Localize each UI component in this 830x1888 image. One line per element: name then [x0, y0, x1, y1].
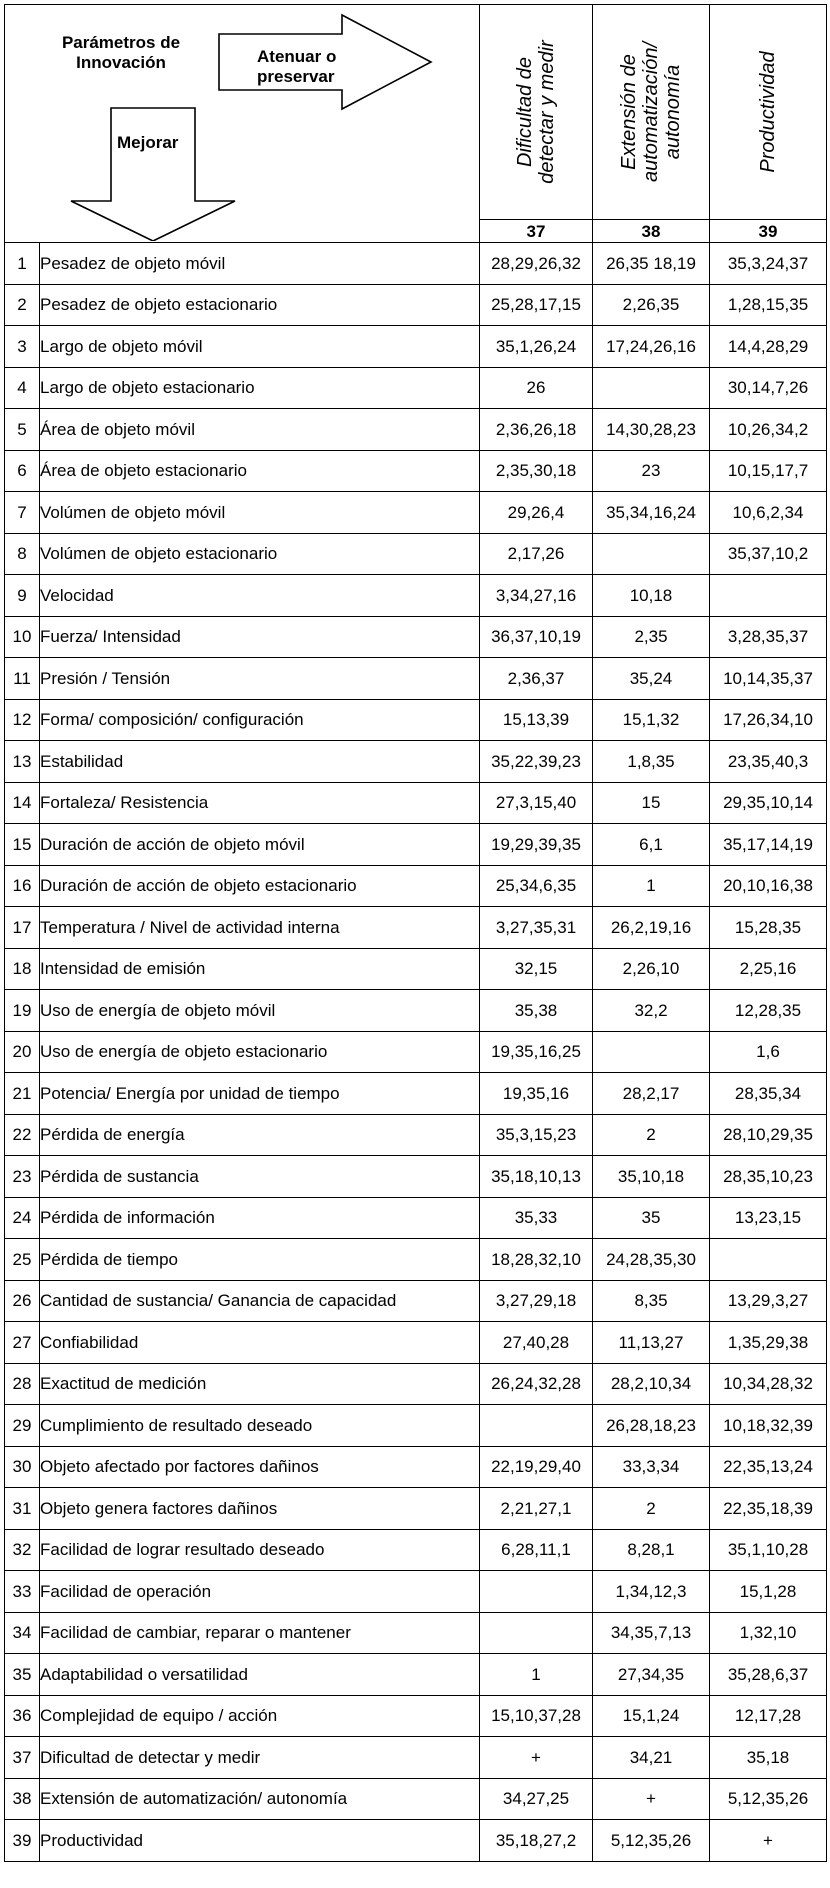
row-number: 28 [5, 1363, 40, 1405]
row-number: 6 [5, 450, 40, 492]
parameter-name: Adaptabilidad o versatilidad [40, 1654, 480, 1696]
row-number: 7 [5, 492, 40, 534]
value-col-37: 6,28,11,1 [480, 1529, 593, 1571]
value-col-37: 2,17,26 [480, 533, 593, 575]
value-col-39: 3,28,35,37 [710, 616, 827, 658]
parameter-name: Objeto genera factores dañinos [40, 1488, 480, 1530]
row-number: 12 [5, 699, 40, 741]
value-col-39: 30,14,7,26 [710, 367, 827, 409]
table-row [5, 492, 827, 534]
value-col-37: 2,35,30,18 [480, 450, 593, 492]
parameter-name: Productividad [40, 1820, 480, 1862]
value-col-37: 32,15 [480, 948, 593, 990]
table-row [5, 284, 827, 326]
value-col-37: 19,29,39,35 [480, 824, 593, 866]
value-col-37: 1 [480, 1654, 593, 1696]
column-number-39: 39 [710, 220, 827, 243]
value-col-38: 28,2,10,34 [593, 1363, 710, 1405]
row-number: 38 [5, 1778, 40, 1820]
value-col-37: 19,35,16,25 [480, 1031, 593, 1073]
value-col-39: 1,6 [710, 1031, 827, 1073]
atenuar-label [257, 47, 336, 86]
parameter-name: Confiabilidad [40, 1322, 480, 1364]
parameter-name: Exactitud de medición [40, 1363, 480, 1405]
value-col-39: 10,14,35,37 [710, 658, 827, 700]
value-col-37: 3,34,27,16 [480, 575, 593, 617]
parameter-name: Extensión de automatización/ autonomía [40, 1778, 480, 1820]
value-col-38: 2 [593, 1114, 710, 1156]
table-row [5, 824, 827, 866]
value-col-38: + [593, 1778, 710, 1820]
value-col-38: 1,34,12,3 [593, 1571, 710, 1613]
row-number: 30 [5, 1446, 40, 1488]
corner-title-line2: Innovación [76, 52, 166, 72]
value-col-39: 28,35,10,23 [710, 1156, 827, 1198]
value-col-39: 1,35,29,38 [710, 1322, 827, 1364]
value-col-37: 35,22,39,23 [480, 741, 593, 783]
value-col-38: 35,34,16,24 [593, 492, 710, 534]
table-row [5, 1695, 827, 1737]
table-row [5, 1529, 827, 1571]
value-col-39: + [710, 1820, 827, 1862]
value-col-39: 35,3,24,37 [710, 243, 827, 285]
table-row [5, 699, 827, 741]
value-col-37: 35,3,15,23 [480, 1114, 593, 1156]
row-number: 18 [5, 948, 40, 990]
contradiction-matrix-sheet [4, 4, 826, 1884]
value-col-38: 35 [593, 1197, 710, 1239]
value-col-37: 2,36,26,18 [480, 409, 593, 451]
value-col-39: 29,35,10,14 [710, 782, 827, 824]
table-row [5, 1073, 827, 1115]
row-number: 5 [5, 409, 40, 451]
column-header-37-label [514, 40, 558, 183]
row-number: 1 [5, 243, 40, 285]
value-col-38: 23 [593, 450, 710, 492]
table-row [5, 575, 827, 617]
value-col-39 [710, 1239, 827, 1281]
table-row [5, 1239, 827, 1281]
value-col-39 [710, 575, 827, 617]
row-number: 4 [5, 367, 40, 409]
parameter-name: Dificultad de detectar y medir [40, 1737, 480, 1779]
parameter-name: Cantidad de sustancia/ Ganancia de capacidad [40, 1280, 480, 1322]
parameter-name: Facilidad de cambiar, reparar o mantener [40, 1612, 480, 1654]
value-col-37: 3,27,29,18 [480, 1280, 593, 1322]
column-header-39-line1: Productividad [757, 51, 779, 173]
value-col-39: 35,1,10,28 [710, 1529, 827, 1571]
row-number: 37 [5, 1737, 40, 1779]
value-col-38 [593, 367, 710, 409]
value-col-39: 10,18,32,39 [710, 1405, 827, 1447]
column-header-39-label [757, 51, 779, 172]
value-col-39: 35,28,6,37 [710, 1654, 827, 1696]
parameter-name: Pérdida de sustancia [40, 1156, 480, 1198]
value-col-39: 35,18 [710, 1737, 827, 1779]
row-number: 33 [5, 1571, 40, 1613]
parameter-name: Intensidad de emisión [40, 948, 480, 990]
row-number: 31 [5, 1488, 40, 1530]
row-number: 11 [5, 658, 40, 700]
value-col-37: 36,37,10,19 [480, 616, 593, 658]
parameter-name: Temperatura / Nivel de actividad interna [40, 907, 480, 949]
row-number: 23 [5, 1156, 40, 1198]
column-header-37-line1: Dificultad de [514, 56, 536, 168]
value-col-37: 2,36,37 [480, 658, 593, 700]
parameter-name: Pérdida de energía [40, 1114, 480, 1156]
table-row [5, 409, 827, 451]
table-row [5, 1114, 827, 1156]
value-col-38: 26,35 18,19 [593, 243, 710, 285]
value-col-37 [480, 1571, 593, 1613]
corner-title [41, 33, 201, 72]
value-col-39: 22,35,18,39 [710, 1488, 827, 1530]
value-col-39: 10,15,17,7 [710, 450, 827, 492]
row-number: 8 [5, 533, 40, 575]
value-col-37: 18,28,32,10 [480, 1239, 593, 1281]
value-col-39: 35,17,14,19 [710, 824, 827, 866]
value-col-37: 35,1,26,24 [480, 326, 593, 368]
row-number: 14 [5, 782, 40, 824]
row-number: 35 [5, 1654, 40, 1696]
atenuar-line1: Atenuar o [257, 47, 337, 66]
value-col-39: 14,4,28,29 [710, 326, 827, 368]
value-col-38 [593, 533, 710, 575]
value-col-38: 27,34,35 [593, 1654, 710, 1696]
table-row [5, 907, 827, 949]
parameter-name: Facilidad de operación [40, 1571, 480, 1613]
value-col-38: 28,2,17 [593, 1073, 710, 1115]
table-row [5, 782, 827, 824]
value-col-37: 22,19,29,40 [480, 1446, 593, 1488]
parameter-name: Objeto afectado por factores dañinos [40, 1446, 480, 1488]
value-col-39: 10,34,28,32 [710, 1363, 827, 1405]
corner-cell [5, 5, 480, 243]
value-col-38 [593, 1031, 710, 1073]
value-col-38: 32,2 [593, 990, 710, 1032]
row-number: 3 [5, 326, 40, 368]
value-col-38: 34,35,7,13 [593, 1612, 710, 1654]
column-header-37-line2: detectar y medir [536, 40, 558, 184]
parameter-name: Uso de energía de objeto estacionario [40, 1031, 480, 1073]
parameter-name: Uso de energía de objeto móvil [40, 990, 480, 1032]
row-number: 20 [5, 1031, 40, 1073]
value-col-39: 13,29,3,27 [710, 1280, 827, 1322]
table-row [5, 658, 827, 700]
value-col-37: 3,27,35,31 [480, 907, 593, 949]
value-col-37: 2,21,27,1 [480, 1488, 593, 1530]
column-header-38-line3: autonomía [662, 64, 684, 160]
value-col-38: 1,8,35 [593, 741, 710, 783]
table-row [5, 243, 827, 285]
value-col-37: 27,40,28 [480, 1322, 593, 1364]
row-number: 10 [5, 616, 40, 658]
header-row [5, 5, 827, 220]
parameter-name: Fuerza/ Intensidad [40, 616, 480, 658]
value-col-39: 20,10,16,38 [710, 865, 827, 907]
table-row [5, 1654, 827, 1696]
value-col-38: 6,1 [593, 824, 710, 866]
table-row [5, 1156, 827, 1198]
row-number: 21 [5, 1073, 40, 1115]
table-row [5, 1363, 827, 1405]
row-number: 15 [5, 824, 40, 866]
row-number: 29 [5, 1405, 40, 1447]
parameter-name: Área de objeto móvil [40, 409, 480, 451]
table-row [5, 450, 827, 492]
table-row [5, 1446, 827, 1488]
column-header-38 [593, 5, 710, 220]
parameter-name: Pesadez de objeto estacionario [40, 284, 480, 326]
value-col-39: 15,28,35 [710, 907, 827, 949]
value-col-37: 34,27,25 [480, 1778, 593, 1820]
table-row [5, 1820, 827, 1862]
row-number: 17 [5, 907, 40, 949]
table-row [5, 1405, 827, 1447]
table-row [5, 1737, 827, 1779]
value-col-38: 15,1,24 [593, 1695, 710, 1737]
value-col-39: 28,10,29,35 [710, 1114, 827, 1156]
table-row [5, 1197, 827, 1239]
column-header-38-line1: Extensión de [618, 54, 640, 170]
parameter-name: Complejidad de equipo / acción [40, 1695, 480, 1737]
value-col-38: 35,24 [593, 658, 710, 700]
table-row [5, 865, 827, 907]
table-row [5, 1571, 827, 1613]
parameter-name: Duración de acción de objeto móvil [40, 824, 480, 866]
value-col-37: 26 [480, 367, 593, 409]
column-header-39 [710, 5, 827, 220]
value-col-37 [480, 1612, 593, 1654]
value-col-39: 35,37,10,2 [710, 533, 827, 575]
parameter-name: Volúmen de objeto móvil [40, 492, 480, 534]
value-col-38: 2 [593, 1488, 710, 1530]
value-col-38: 11,13,27 [593, 1322, 710, 1364]
row-number: 32 [5, 1529, 40, 1571]
value-col-38: 2,26,35 [593, 284, 710, 326]
parameter-name: Pérdida de información [40, 1197, 480, 1239]
value-col-38: 14,30,28,23 [593, 409, 710, 451]
table-row [5, 1322, 827, 1364]
table-row [5, 1031, 827, 1073]
corner-title-line1: Parámetros de [61, 33, 181, 52]
value-col-38: 35,10,18 [593, 1156, 710, 1198]
row-number: 16 [5, 865, 40, 907]
parameter-name: Cumplimiento de resultado deseado [40, 1405, 480, 1447]
table-row [5, 1280, 827, 1322]
row-number: 34 [5, 1612, 40, 1654]
value-col-39: 28,35,34 [710, 1073, 827, 1115]
value-col-39: 1,32,10 [710, 1612, 827, 1654]
row-number: 25 [5, 1239, 40, 1281]
value-col-37: 29,26,4 [480, 492, 593, 534]
row-number: 27 [5, 1322, 40, 1364]
value-col-37: 28,29,26,32 [480, 243, 593, 285]
value-col-39: 1,28,15,35 [710, 284, 827, 326]
value-col-39: 22,35,13,24 [710, 1446, 827, 1488]
value-col-39: 5,12,35,26 [710, 1778, 827, 1820]
table-row [5, 1612, 827, 1654]
value-col-38: 8,35 [593, 1280, 710, 1322]
value-col-37: 35,38 [480, 990, 593, 1032]
parameter-name: Fortaleza/ Resistencia [40, 782, 480, 824]
parameter-name: Presión / Tensión [40, 658, 480, 700]
value-col-37: 35,18,27,2 [480, 1820, 593, 1862]
value-col-39: 12,17,28 [710, 1695, 827, 1737]
parameter-name: Facilidad de lograr resultado deseado [40, 1529, 480, 1571]
parameter-name: Estabilidad [40, 741, 480, 783]
parameter-name: Volúmen de objeto estacionario [40, 533, 480, 575]
table-row [5, 948, 827, 990]
value-col-38: 26,28,18,23 [593, 1405, 710, 1447]
value-col-37: 35,33 [480, 1197, 593, 1239]
value-col-38: 33,3,34 [593, 1446, 710, 1488]
value-col-39: 15,1,28 [710, 1571, 827, 1613]
row-number: 22 [5, 1114, 40, 1156]
value-col-39: 2,25,16 [710, 948, 827, 990]
value-col-38: 5,12,35,26 [593, 1820, 710, 1862]
value-col-37: + [480, 1737, 593, 1779]
value-col-37: 27,3,15,40 [480, 782, 593, 824]
value-col-38: 8,28,1 [593, 1529, 710, 1571]
parameter-name: Pesadez de objeto móvil [40, 243, 480, 285]
column-header-37 [480, 5, 593, 220]
row-number: 2 [5, 284, 40, 326]
value-col-38: 26,2,19,16 [593, 907, 710, 949]
row-number: 39 [5, 1820, 40, 1862]
value-col-38: 34,21 [593, 1737, 710, 1779]
parameter-name: Velocidad [40, 575, 480, 617]
value-col-37: 15,13,39 [480, 699, 593, 741]
contradiction-matrix-table [4, 4, 827, 1862]
column-header-38-label [618, 42, 684, 182]
column-number-37: 37 [480, 220, 593, 243]
table-row [5, 1778, 827, 1820]
table-row [5, 990, 827, 1032]
column-header-38-line2: automatización/ [640, 41, 662, 183]
value-col-38: 2,26,10 [593, 948, 710, 990]
value-col-37 [480, 1405, 593, 1447]
mejorar-label: Mejorar [117, 133, 179, 152]
table-row [5, 533, 827, 575]
table-row [5, 616, 827, 658]
value-col-38: 17,24,26,16 [593, 326, 710, 368]
table-row [5, 326, 827, 368]
value-col-37: 15,10,37,28 [480, 1695, 593, 1737]
value-col-38: 2,35 [593, 616, 710, 658]
down-arrow-icon [71, 108, 235, 241]
value-col-38: 24,28,35,30 [593, 1239, 710, 1281]
value-col-38: 15,1,32 [593, 699, 710, 741]
value-col-39: 13,23,15 [710, 1197, 827, 1239]
parameter-name: Potencia/ Energía por unidad de tiempo [40, 1073, 480, 1115]
value-col-37: 25,28,17,15 [480, 284, 593, 326]
value-col-39: 12,28,35 [710, 990, 827, 1032]
table-row [5, 741, 827, 783]
table-row [5, 1488, 827, 1530]
row-number: 9 [5, 575, 40, 617]
atenuar-line2: preservar [257, 66, 335, 86]
value-col-38: 10,18 [593, 575, 710, 617]
parameter-name: Forma/ composición/ configuración [40, 699, 480, 741]
parameter-name: Duración de acción de objeto estacionario [40, 865, 480, 907]
value-col-39: 17,26,34,10 [710, 699, 827, 741]
column-number-38: 38 [593, 220, 710, 243]
row-number: 19 [5, 990, 40, 1032]
value-col-37: 19,35,16 [480, 1073, 593, 1115]
row-number: 26 [5, 1280, 40, 1322]
parameter-name: Pérdida de tiempo [40, 1239, 480, 1281]
value-col-39: 23,35,40,3 [710, 741, 827, 783]
parameter-name: Largo de objeto estacionario [40, 367, 480, 409]
value-col-39: 10,6,2,34 [710, 492, 827, 534]
row-number: 13 [5, 741, 40, 783]
parameter-name: Largo de objeto móvil [40, 326, 480, 368]
parameter-name: Área de objeto estacionario [40, 450, 480, 492]
value-col-39: 10,26,34,2 [710, 409, 827, 451]
row-number: 36 [5, 1695, 40, 1737]
value-col-38: 1 [593, 865, 710, 907]
table-row [5, 367, 827, 409]
value-col-38: 15 [593, 782, 710, 824]
row-number: 24 [5, 1197, 40, 1239]
value-col-37: 35,18,10,13 [480, 1156, 593, 1198]
value-col-37: 26,24,32,28 [480, 1363, 593, 1405]
value-col-37: 25,34,6,35 [480, 865, 593, 907]
